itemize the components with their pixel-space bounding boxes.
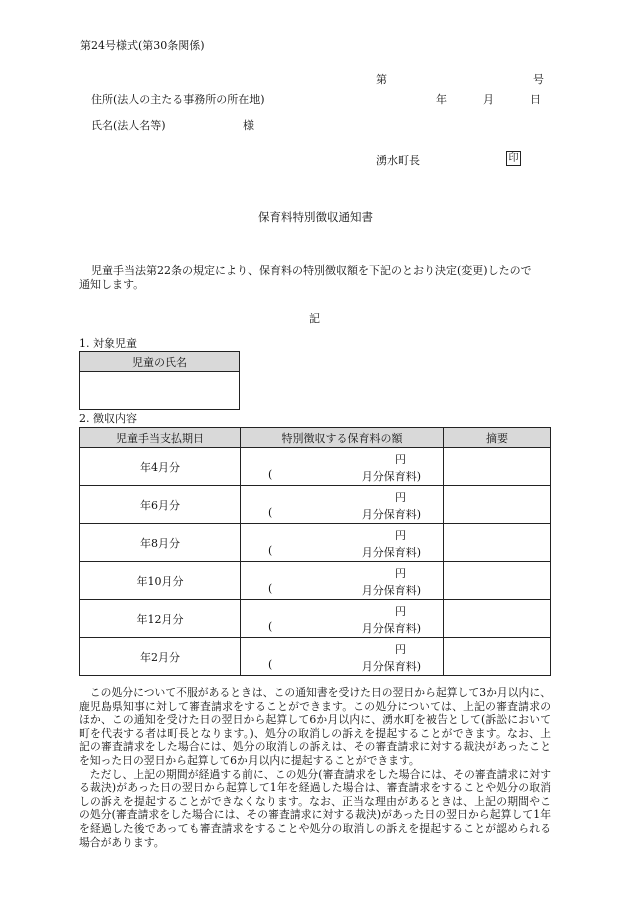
date-month: 月: [483, 93, 494, 106]
intro-line2: 通知します。: [79, 278, 145, 291]
open-paren: (: [268, 658, 273, 671]
open-paren: (: [268, 620, 273, 633]
table-row: [80, 486, 551, 524]
amount-cell: [241, 600, 444, 638]
yen-unit: 円: [395, 567, 406, 580]
yen-unit: 円: [395, 643, 406, 656]
months-label: 月分保育料): [361, 508, 421, 521]
collection-table: [79, 427, 551, 676]
remarks-cell: [444, 600, 551, 638]
remarks-cell: [444, 486, 551, 524]
months-label: 月分保育料): [361, 584, 421, 597]
yen-unit: 円: [395, 605, 406, 618]
seal-icon: 印: [506, 151, 521, 166]
open-paren: (: [268, 582, 273, 595]
period-cell: 年10月分: [80, 562, 241, 600]
period-cell: 年8月分: [80, 524, 241, 562]
document-title: 保育料特別徴収通知書: [258, 210, 373, 224]
period-cell: 年6月分: [80, 486, 241, 524]
notice-paragraph-2: ただし、上記の期間が経過する前に、この処分(審査請求をした場合には、その審査請求に対する裁決)があった日の翌日から起算して1年を経過した場合は、審査請求をすることや処分の取消しの訴えを提起することができなくなります。なお、正当な理由があるときは、上記の期間やこの処分(審査請求をした場合には、その審査請求に対する裁決)があった日の翌日から起算して1年を経過した後であっても審査請求をすることや処分の取消しの訴えを提起することが認められる場合があります。: [79, 767, 551, 849]
yen-unit: 円: [395, 491, 406, 504]
months-label: 月分保育料): [361, 622, 421, 635]
yen-unit: 円: [395, 453, 406, 466]
open-paren: (: [268, 506, 273, 519]
ki-heading: 記: [309, 312, 320, 325]
date-year: 年: [436, 93, 447, 106]
months-label: 月分保育料): [361, 470, 421, 483]
date-day: 日: [530, 93, 541, 106]
child-table: [79, 351, 240, 410]
issuer: 湧水町長: [376, 154, 420, 167]
notice-paragraph-1: この処分について不服があるときは、この通知書を受けた日の翌日から起算して3か月以内に、鹿児島県知事に対して審査請求をすることができます。この処分については、上記の審査請求のほか、この通知を受けた日の翌日から起算して6か月以内に、湧水町を被告として(訴訟において町を代表する者は町長となります。)、処分の取消しの訴えを提起することができます。なお、上記の審査請求をした場合には、処分の取消しの訴えは、その審査請求に対する裁決があったことを知った日の翌日から起算して6か月以内に提起することができます。: [79, 686, 551, 767]
number-suffix: 号: [533, 73, 544, 86]
form-label: 第24号様式(第30条関係): [80, 39, 205, 52]
amount-cell: [241, 562, 444, 600]
amount-cell: [241, 524, 444, 562]
amount-cell: [241, 486, 444, 524]
period-cell: 年2月分: [80, 638, 241, 676]
months-label: 月分保育料): [361, 660, 421, 673]
table-row: [80, 600, 551, 638]
remarks-cell: [444, 448, 551, 486]
honorific: 様: [243, 119, 254, 132]
appeal-notice: [79, 686, 551, 849]
col-amount: 特別徴収する保育料の額: [241, 428, 444, 448]
child-name-header: 児童の氏名: [80, 352, 240, 372]
seal-stamp: [506, 151, 521, 166]
name-label: 氏名(法人名等): [91, 119, 166, 132]
table-row: [80, 562, 551, 600]
col-payment-date: 児童手当支払期日: [80, 428, 241, 448]
col-remarks: 摘要: [444, 428, 551, 448]
amount-cell: [241, 638, 444, 676]
yen-unit: 円: [395, 529, 406, 542]
intro-line1: 児童手当法第22条の規定により、保育料の特別徴収額を下記のとおり決定(変更)したので: [91, 264, 532, 277]
table-row: [80, 638, 551, 676]
months-label: 月分保育料): [361, 546, 421, 559]
period-cell: 年12月分: [80, 600, 241, 638]
open-paren: (: [268, 544, 273, 557]
open-paren: (: [268, 468, 273, 481]
remarks-cell: [444, 524, 551, 562]
number-prefix: 第: [376, 73, 387, 86]
child-name-cell: [80, 372, 240, 410]
remarks-cell: [444, 638, 551, 676]
address-label: 住所(法人の主たる事務所の所在地): [91, 93, 265, 106]
amount-cell: [241, 448, 444, 486]
remarks-cell: [444, 562, 551, 600]
table-row: [80, 524, 551, 562]
section2-heading: 2. 徴収内容: [79, 412, 137, 425]
table-row: [80, 448, 551, 486]
section1-heading: 1. 対象児童: [79, 337, 137, 350]
period-cell: 年4月分: [80, 448, 241, 486]
